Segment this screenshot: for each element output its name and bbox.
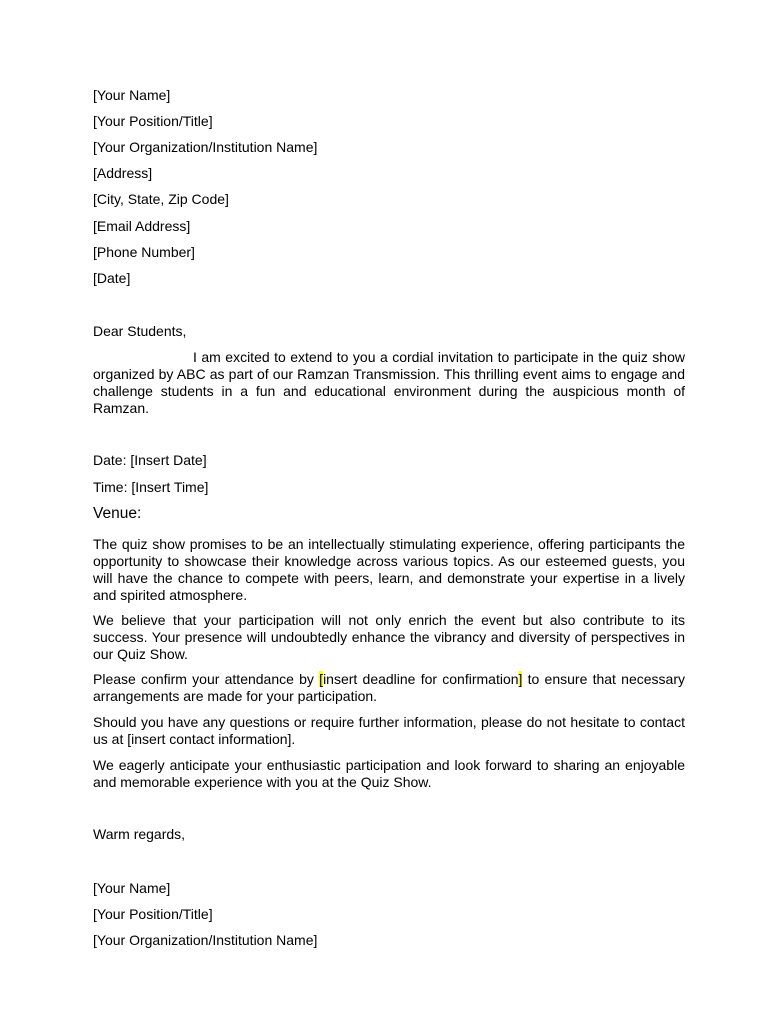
sender-position: [Your Position/Title]: [93, 113, 213, 129]
body-paragraph-2: We believe that your participation will not only enrich the event but also contribute to its success. Your presence will undoubtedly enhance the vibrancy and diversity of perspectives in our Quiz Show.: [93, 612, 685, 662]
sender-date: [Date]: [93, 270, 131, 286]
letter-page: [93, 0, 685, 1024]
sender-name: [Your Name]: [93, 87, 171, 103]
body-paragraph-4: Should you have any questions or require further information, please do not hesitate to contact us at [insert contact information].: [93, 714, 685, 747]
body-paragraph-5: We eagerly anticipate your enthusiastic participation and look forward to sharing an enjoyable and memorable experience with you at the Quiz Show.: [93, 757, 685, 790]
paragraph-3-before: Please confirm your attendance by: [93, 671, 320, 687]
sender-organization: [Your Organization/Institution Name]: [93, 139, 318, 155]
sender-email: [Email Address]: [93, 218, 191, 234]
event-venue: Venue:: [93, 505, 142, 522]
event-date: Date: [Insert Date]: [93, 452, 207, 468]
closing: Warm regards,: [93, 826, 186, 842]
intro-paragraph: I am excited to extend to you a cordial invitation to participate in the quiz show organized by ABC as part of our Ramzan Transmission. This thrilling event aims to engage and challenge students in a fun and educational environment during the auspicious month of Ramzan.: [93, 349, 685, 416]
event-time: Time: [Insert Time]: [93, 479, 209, 495]
sender-address: [Address]: [93, 165, 153, 181]
highlighted-deadline-text: insert deadline for confirmation: [323, 671, 519, 687]
sender-phone: [Phone Number]: [93, 244, 195, 260]
paragraph-3-after: to ensure that necessary arrangements are made for your participation.: [93, 671, 685, 704]
signature-organization: [Your Organization/Institution Name]: [93, 932, 318, 948]
body-paragraph-3: [93, 671, 685, 705]
salutation: Dear Students,: [93, 323, 187, 339]
signature-position: [Your Position/Title]: [93, 906, 213, 922]
highlight-open-bracket: [: [319, 671, 324, 687]
signature-name: [Your Name]: [93, 880, 171, 896]
highlight-close-bracket: ]: [518, 671, 523, 687]
sender-city-state-zip: [City, State, Zip Code]: [93, 191, 229, 207]
body-paragraph-1: The quiz show promises to be an intellectually stimulating experience, offering participants the opportunity to showcase their knowledge across various topics. As our esteemed guests, you will have the chance to compete with peers, learn, and demonstrate your expertise in a lively and spirited atmosphere.: [93, 536, 685, 603]
